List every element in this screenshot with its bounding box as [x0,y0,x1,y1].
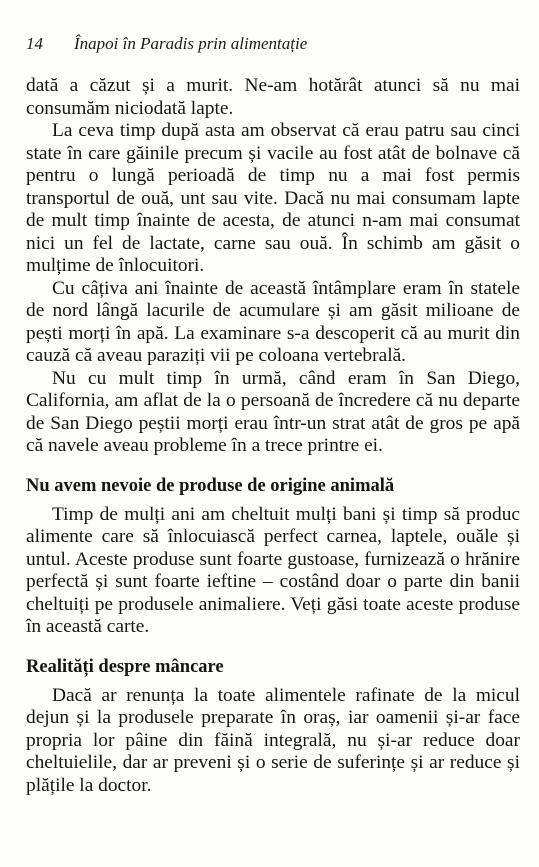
paragraph-1: dată a căzut și a murit. Ne-am hotărât atunci să nu mai consumăm niciodată lapte. [26,75,520,119]
paragraph-2: La ceva timp după asta am observat că erau patru sau cinci state în care găinile precum și vacile au fost atât de bolnave că pentru o lungă perioadă de timp nu a mai fost permis transportul de ouă, unt sau vite. Dacă nu mai consumam lapte de mult timp înainte de acesta, de atunci n-am mai consumat nici un fel de lactate, carne sau ouă. În schimb am găsit o mulțime de înlocuitori. [26,120,520,276]
paragraph-6: Dacă ar renunța la toate alimentele rafinate de la micul dejun și la produsele preparate în oraș, iar oamenii și-ar face propria lor pâine din făină integrală, nu și-ar reduce doar cheltuielile, dar ar preveni și o serie de suferințe și ar reduce și plățile la doctor. [26,684,520,796]
running-title: Înapoi în Paradis prin alimentație [74,34,308,53]
body-text [26,75,520,797]
section-heading-food-facts: Realități despre mâncare [26,656,224,677]
paragraph-5: Timp de mulți ani am cheltuit mulți bani și timp să produc alimente care să înlocuiască perfect carnea, laptele, ouăle și untul. Aceste produse sunt foarte gustoase, furnizează o hrănire perfectă și sunt foarte ieftine – costând doar o parte din banii cheltuiți pe produsele animaliere. Veți găsi toate aceste produse în această carte. [26,503,520,637]
running-head [26,34,307,54]
page-number: 14 [26,34,43,53]
section-heading-animal-products: Nu avem nevoie de produse de origine animală [26,475,395,496]
paragraph-3: Cu câțiva ani înainte de această întâmplare eram în statele de nord lângă lacurile de acumulare și am găsit milioane de pești morți în apă. La examinare s-a descoperit că au murit din cauză că aveau paraziți vii pe coloana vertebrală. [26,277,520,366]
paragraph-4: Nu cu mult timp în urmă, când eram în San Diego, California, am aflat de la o persoană de încredere că nu departe de San Diego peștii morți erau într-un strat atât de gros pe apă că navele aveau probleme în a trece printre ei. [26,367,520,456]
